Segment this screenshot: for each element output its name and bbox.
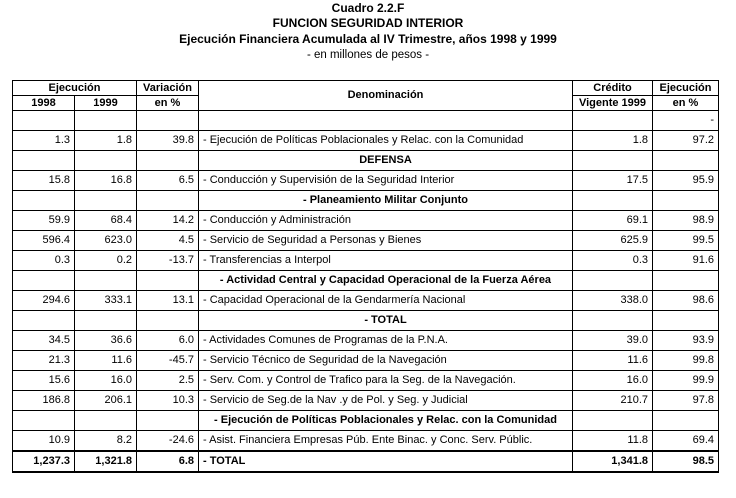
- denominacion-cell: [199, 111, 573, 131]
- ejecucion-1998-cell: 21.3: [13, 351, 75, 371]
- table-row: [13, 391, 719, 411]
- ejecucion-1998-cell: 1,237.3: [13, 451, 75, 472]
- ejecucion-1998-cell: 15.6: [13, 371, 75, 391]
- units-note: - en millones de pesos -: [306, 49, 430, 61]
- ejecucion-1998-cell: 10.9: [13, 431, 75, 452]
- credito-cell: 1,341.8: [573, 451, 653, 472]
- financial-table: [12, 80, 719, 473]
- col-header-ejecucion-pct-unit: en %: [653, 96, 719, 111]
- ejecucion-1999-cell: 1.8: [75, 131, 137, 151]
- empty-cell: [653, 411, 719, 431]
- table-row: [13, 331, 719, 351]
- variacion-cell: 14.2: [137, 211, 199, 231]
- ejecucion-1999-cell: [75, 111, 137, 131]
- empty-cell: [13, 311, 75, 331]
- credito-cell: 11.8: [573, 431, 653, 452]
- table-row: [13, 231, 719, 251]
- section-row: [13, 411, 719, 431]
- denominacion-cell: - Conducción y Administración: [199, 211, 573, 231]
- ejecucion-1999-cell: 68.4: [75, 211, 137, 231]
- table-row: [13, 431, 719, 452]
- table-row: [13, 251, 719, 271]
- ejecucion-1999-cell: 8.2: [75, 431, 137, 452]
- ejecucion-pct-cell: 98.9: [653, 211, 719, 231]
- denominacion-cell: - Servicio Técnico de Seguridad de la Navegación: [199, 351, 573, 371]
- credito-cell: 338.0: [573, 291, 653, 311]
- variacion-cell: 6.0: [137, 331, 199, 351]
- ejecucion-1999-cell: 16.8: [75, 171, 137, 191]
- section-row: [13, 311, 719, 331]
- table-row: [13, 371, 719, 391]
- ejecucion-1998-cell: 186.8: [13, 391, 75, 411]
- table-row: [13, 131, 719, 151]
- empty-cell: [75, 411, 137, 431]
- variacion-cell: -13.7: [137, 251, 199, 271]
- denominacion-cell: - Transferencias a Interpol: [199, 251, 573, 271]
- empty-cell: [573, 311, 653, 331]
- empty-cell: [653, 311, 719, 331]
- ejecucion-1998-cell: 294.6: [13, 291, 75, 311]
- ejecucion-1998-cell: [13, 111, 75, 131]
- empty-cell: [75, 191, 137, 211]
- ejecucion-pct-cell: 99.9: [653, 371, 719, 391]
- variacion-cell: -45.7: [137, 351, 199, 371]
- denominacion-cell: - Asist. Financiera Empresas Púb. Ente Binac. y Conc. Serv. Públic.: [199, 431, 573, 452]
- denominacion-cell: - Servicio de Seg.de la Nav .y de Pol. y Seg. y Judicial: [199, 391, 573, 411]
- denominacion-cell: - Serv. Com. y Control de Trafico para la Seg. de la Navegación.: [199, 371, 573, 391]
- col-header-credito-year: Vigente 1999: [573, 96, 653, 111]
- table-body: [13, 111, 719, 473]
- ejecucion-1998-cell: 0.3: [13, 251, 75, 271]
- section-label: - TOTAL: [199, 311, 573, 331]
- credito-cell: 210.7: [573, 391, 653, 411]
- empty-cell: [573, 411, 653, 431]
- ejecucion-1999-cell: 36.6: [75, 331, 137, 351]
- ejecucion-pct-cell: 98.5: [653, 451, 719, 472]
- empty-cell: [137, 191, 199, 211]
- col-header-ejecucion-pct: Ejecución: [653, 81, 719, 96]
- empty-cell: [137, 271, 199, 291]
- ejecucion-pct-cell: 99.8: [653, 351, 719, 371]
- ejecucion-pct-cell: 99.5: [653, 231, 719, 251]
- variacion-cell: 6.5: [137, 171, 199, 191]
- ejecucion-pct-cell: 97.8: [653, 391, 719, 411]
- ejecucion-pct-cell: -: [653, 111, 719, 131]
- section-row: [13, 151, 719, 171]
- empty-cell: [75, 151, 137, 171]
- ejecucion-1999-cell: 1,321.8: [75, 451, 137, 472]
- col-header-credito: Crédito: [573, 81, 653, 96]
- variacion-cell: [137, 111, 199, 131]
- col-header-ejecucion: Ejecución: [13, 81, 137, 96]
- credito-cell: 0.3: [573, 251, 653, 271]
- col-header-variacion: Variación: [137, 81, 199, 96]
- denominacion-cell: - Ejecución de Políticas Poblacionales y Relac. con la Comunidad: [199, 131, 573, 151]
- col-header-denominacion: Denominación: [199, 81, 573, 111]
- col-header-1999: 1999: [75, 96, 137, 111]
- variacion-cell: -24.6: [137, 431, 199, 452]
- empty-cell: [13, 411, 75, 431]
- empty-cell: [653, 151, 719, 171]
- variacion-cell: 2.5: [137, 371, 199, 391]
- empty-cell: [13, 151, 75, 171]
- empty-cell: [573, 151, 653, 171]
- credito-cell: 625.9: [573, 231, 653, 251]
- credito-cell: 11.6: [573, 351, 653, 371]
- empty-cell: [13, 191, 75, 211]
- table-row: [13, 211, 719, 231]
- denominacion-cell: - Servicio de Seguridad a Personas y Bienes: [199, 231, 573, 251]
- total-row: [13, 451, 719, 472]
- credito-cell: [573, 111, 653, 131]
- empty-cell: [653, 271, 719, 291]
- ejecucion-1998-cell: 596.4: [13, 231, 75, 251]
- credito-cell: 17.5: [573, 171, 653, 191]
- section-label: - Planeamiento Militar Conjunto: [199, 191, 573, 211]
- ejecucion-pct-cell: 98.6: [653, 291, 719, 311]
- table-row: [13, 291, 719, 311]
- ejecucion-pct-cell: 97.2: [653, 131, 719, 151]
- col-header-1998: 1998: [13, 96, 75, 111]
- variacion-cell: 4.5: [137, 231, 199, 251]
- table-number: Cuadro 2.2.F: [331, 1, 405, 15]
- ejecucion-1998-cell: 1.3: [13, 131, 75, 151]
- empty-cell: [137, 411, 199, 431]
- variacion-cell: 13.1: [137, 291, 199, 311]
- ejecucion-pct-cell: 93.9: [653, 331, 719, 351]
- credito-cell: 1.8: [573, 131, 653, 151]
- ejecucion-1999-cell: 333.1: [75, 291, 137, 311]
- table-row: [13, 351, 719, 371]
- table-row: [13, 171, 719, 191]
- section-row: [13, 271, 719, 291]
- empty-cell: [573, 271, 653, 291]
- ejecucion-1999-cell: 11.6: [75, 351, 137, 371]
- empty-cell: [75, 311, 137, 331]
- credito-cell: 39.0: [573, 331, 653, 351]
- ejecucion-1999-cell: 0.2: [75, 251, 137, 271]
- ejecucion-1999-cell: 16.0: [75, 371, 137, 391]
- ejecucion-1999-cell: 206.1: [75, 391, 137, 411]
- ejecucion-pct-cell: 91.6: [653, 251, 719, 271]
- variacion-cell: 6.8: [137, 451, 199, 472]
- credito-cell: 69.1: [573, 211, 653, 231]
- empty-cell: [653, 191, 719, 211]
- table-row: [13, 111, 719, 131]
- credito-cell: 16.0: [573, 371, 653, 391]
- denominacion-cell: - Capacidad Operacional de la Gendarmería Nacional: [199, 291, 573, 311]
- section-label: - Actividad Central y Capacidad Operacional de la Fuerza Aérea: [199, 271, 573, 291]
- empty-cell: [13, 271, 75, 291]
- col-header-variacion-unit: en %: [137, 96, 199, 111]
- ejecucion-1998-cell: 34.5: [13, 331, 75, 351]
- ejecucion-pct-cell: 95.9: [653, 171, 719, 191]
- empty-cell: [137, 311, 199, 331]
- ejecucion-1999-cell: 623.0: [75, 231, 137, 251]
- empty-cell: [573, 191, 653, 211]
- denominacion-cell: - TOTAL: [199, 451, 573, 472]
- ejecucion-1998-cell: 59.9: [13, 211, 75, 231]
- denominacion-cell: - Actividades Comunes de Programas de la P.N.A.: [199, 331, 573, 351]
- section-row: [13, 191, 719, 211]
- section-label: - Ejecución de Políticas Poblacionales y Relac. con la Comunidad: [199, 411, 573, 431]
- section-label: DEFENSA: [199, 151, 573, 171]
- variacion-cell: 39.8: [137, 131, 199, 151]
- empty-cell: [75, 271, 137, 291]
- function-title: FUNCION SEGURIDAD INTERIOR: [272, 16, 464, 30]
- variacion-cell: 10.3: [137, 391, 199, 411]
- report-subtitle: Ejecución Financiera Acumulada al IV Trimestre, años 1998 y 1999: [179, 32, 557, 46]
- ejecucion-pct-cell: 69.4: [653, 431, 719, 452]
- empty-cell: [137, 151, 199, 171]
- ejecucion-1998-cell: 15.8: [13, 171, 75, 191]
- denominacion-cell: - Conducción y Supervisión de la Seguridad Interior: [199, 171, 573, 191]
